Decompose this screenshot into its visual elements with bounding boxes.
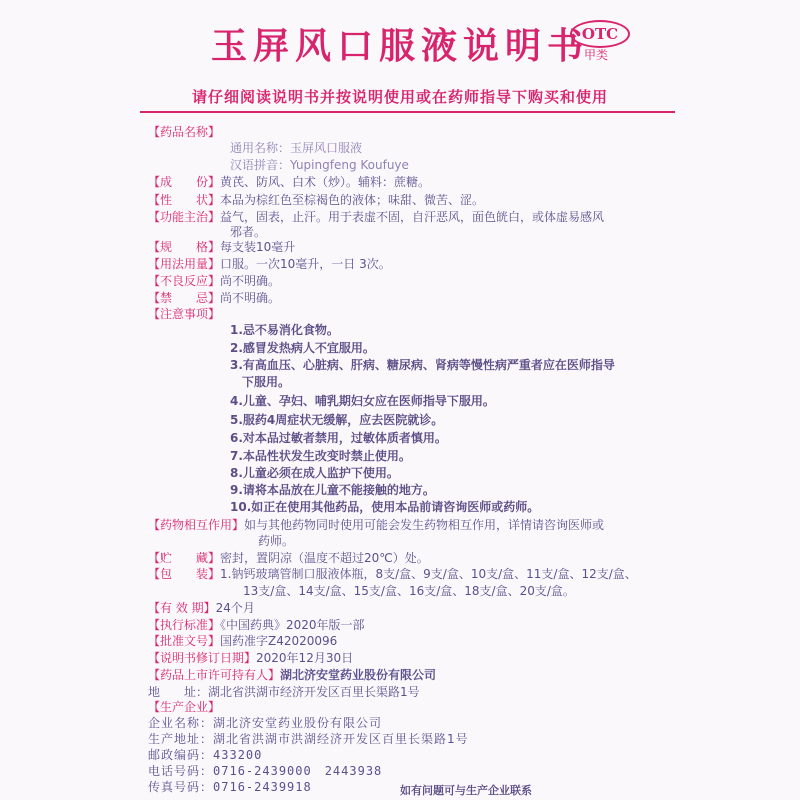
otc-badge: OTC [570,20,630,48]
storage-row: 【贮 藏】密封，置阴凉（温度不超过20℃）处。 [148,551,429,565]
package-row: 【包 装】1.钠钙玻璃管制口服液体瓶，8支/盒、9支/盒、10支/盒、11支/盒、12支/盒、 [148,567,637,581]
phone-row: 电话号码：0716-2439000 2443938 [148,764,383,778]
precaution-item: 8.儿童必须在成人监护下使用。 [230,466,399,480]
approval-row: 【批准文号】国药准字Z42020096 [148,634,338,648]
package-line2: 13支/盒、14支/盒、15支/盒、16支/盒、18支/盒、20支/盒。 [243,584,575,598]
dosage-row: 【用法用量】口服。一次10毫升，一日 3次。 [148,257,391,271]
ingredients-row: 【成 份】黄芪、防风、白术（炒）。辅料：蔗糖。 [148,175,431,189]
footer-note: 如有问题可与生产企业联系 [400,784,532,797]
precaution-item-continued: 下服用。 [242,375,291,389]
precaution-item: 7.本品性状发生改变时禁止使用。 [230,449,411,463]
manufacturer-name-row: 企业名称：湖北济安堂药业股份有限公司 [148,716,383,730]
appearance-row: 【性 状】本品为棕红色至棕褐色的液体；味甜、微苦、涩。 [148,193,485,207]
interactions-row: 【药物相互作用】如与其他药物同时使用可能会发生药物相互作用，详情请咨询医师或 [148,518,605,532]
document-title: 玉屏风口服液说明书 [210,25,589,67]
interactions-line2: 药师。 [258,534,295,548]
contraindications-row: 【禁 忌】尚不明确。 [148,291,281,305]
precaution-item: 6.对本品过敏者禁用，过敏体质者慎用。 [230,431,447,445]
precaution-item: 2.感冒发热病人不宜服用。 [230,341,375,355]
standard-row: 【执行标准】《中国药典》2020年版一部 [148,618,365,632]
precautions-label: 【注意事项】 [148,307,221,321]
precaution-item: 1.忌不易消化食物。 [230,323,339,337]
generic-name: 通用名称：玉屏风口服液 [230,141,363,155]
fax-row: 传真号码：0716-2439918 [148,780,312,794]
advisory-text: 请仔细阅读说明书并按说明使用或在药师指导下购买和使用 [191,88,608,106]
postal-code-row: 邮政编码：433200 [148,748,263,762]
precaution-item: 9.请将本品放在儿童不能接触的地方。 [230,483,435,497]
precaution-item: 4.儿童、孕妇、哺乳期妇女应在医师指导下服用。 [230,394,495,408]
specification-row: 【规 格】每支装10毫升 [148,240,296,254]
pinyin-name: 汉语拼音：Yupingfeng Koufuye [230,158,409,172]
otc-class-label: 甲类 [584,48,609,62]
manufacturer-address-row: 生产地址：湖北省洪湖市洪湖经济开发区百里长渠路1号 [148,732,469,746]
indications-row: 【功能主治】益气，固表，止汗。用于表虚不固，自汗恶风，面色㿠白，或体虚易感风 [148,210,605,224]
header-divider [140,111,675,113]
adverse-reactions-row: 【不良反应】尚不明确。 [148,274,281,288]
drug-name-label: 【药品名称】 [148,125,221,139]
manufacturer-label: 【生产企业】 [148,700,221,714]
indications-line2: 邪者。 [230,225,267,239]
precaution-item: 3.有高血压、心脏病、肝病、糖尿病、肾病等慢性病严重者应在医师指导 [230,358,615,372]
precaution-item: 5.服药4周症状无缓解，应去医院就诊。 [230,413,444,427]
precaution-item: 10.如正在使用其他药品，使用本品前请咨询医师或药师。 [230,500,540,514]
revision-date-row: 【说明书修订日期】2020年12月30日 [148,651,354,665]
license-holder-row: 【药品上市许可持有人】湖北济安堂药业股份有限公司 [148,668,437,682]
shelf-life-row: 【有 效 期】24个月 [148,601,255,615]
address-row: 地 址：湖北省洪湖市经济开发区百里长渠路1号 [148,685,420,699]
